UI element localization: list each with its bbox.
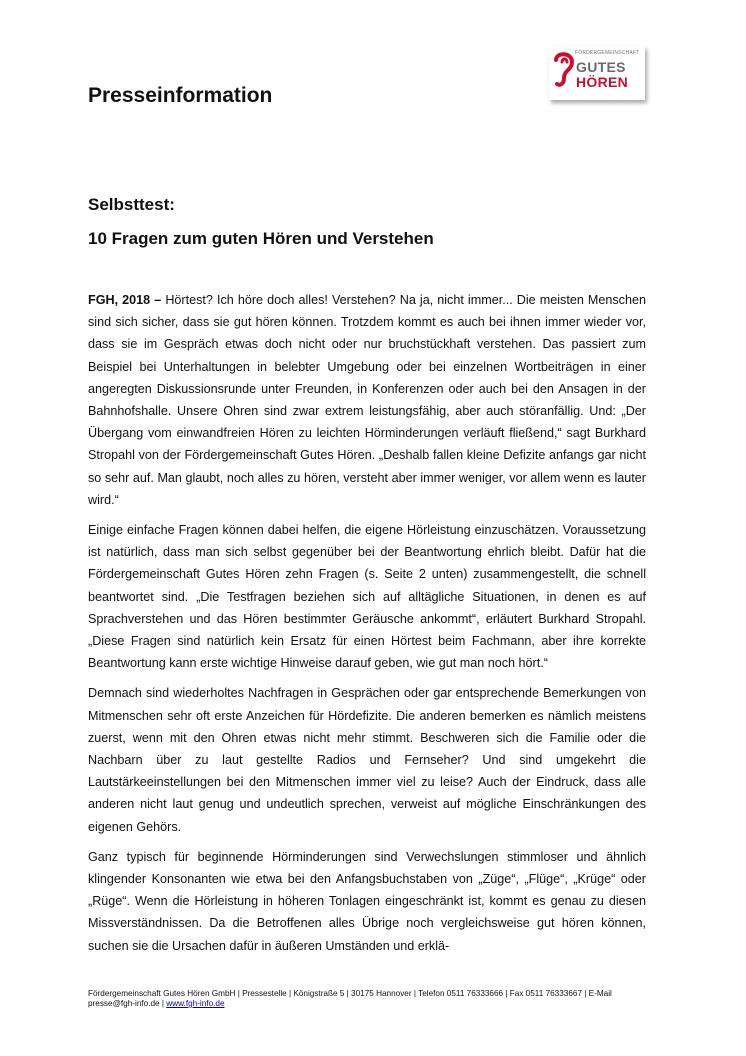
logo-small-text: FÖRDERGEMEINSCHAFT	[575, 50, 640, 56]
fgh-logo	[549, 46, 645, 100]
footer-contact: Fördergemeinschaft Gutes Hören GmbH | Pressestelle | Königstraße 5 | 30175 Hannover | Telefon 0511 76333666 | Fax 0511 76333667 | E-Mail presse@fgh-info.de |	[88, 989, 612, 1008]
headline	[88, 188, 434, 256]
headline-line1: Selbsttest:	[88, 195, 175, 214]
headline-line2: 10 Fragen zum guten Hören und Verstehen	[88, 229, 434, 248]
paragraph-1	[88, 289, 646, 511]
paragraph-3: Demnach sind wiederholtes Nachfragen in Gesprächen oder gar entsprechende Bemerkungen von Mitmenschen sehr oft erste Anzeichen für Hördefizite. Die anderen bemerken es nämlich meistens zuerst, wenn mit den Ohren etwas nicht mehr stimmt. Beschweren sich die Familie oder die Nachbarn über zu laut gestellte Radios und Fernseher? Und sind umgekehrt die Lautstärkeeinstellungen bei den Mitmenschen immer viel zu leise? Auch der Eindruck, dass alle anderen nicht laut genug und undeutlich sprechen, verweist auf mögliche Einschränkungen des eigenen Gehörs.	[88, 686, 646, 834]
ear-icon	[552, 50, 576, 96]
dateline: FGH, 2018 –	[88, 293, 162, 307]
paragraph-2: Einige einfache Fragen können dabei helfen, die eigene Hörleistung einzuschätzen. Voraussetzung ist natürlich, dass man sich selbst gegenüber bei der Beantwortung ehrlich bleibt. Dafür hat die Fördergemeinschaft Gutes Hören zehn Fragen (s. Seite 2 unten) zusammengestellt, die schnell beantwortet sind. „Die Testfragen beziehen sich auf alltägliche Situationen, in denen es auf Sprachverstehen und das Hören bestimmter Geräusche ankommt“, erläutert Burkhard Stropahl. „Diese Fragen sind natürlich kein Ersatz für einen Hörtest beim Fachmann, aber ihre korrekte Beantwortung kann erste wichtige Hinweise darauf geben, wie gut man noch hört.“	[88, 523, 646, 671]
page-title: Presseinformation	[88, 84, 273, 107]
footer	[88, 989, 648, 1009]
logo-text-hoeren: HÖREN	[576, 74, 629, 90]
logo-text-gutes: GUTES	[576, 59, 626, 75]
article-body	[88, 289, 646, 965]
website-link[interactable]: www.fgh-info.de	[166, 999, 225, 1008]
paragraph-1-text: Hörtest? Ich höre doch alles! Verstehen? Na ja, nicht immer... Die meisten Menschen sind sich sicher, dass sie gut hören können. Trotzdem kommt es auch bei ihnen immer wieder vor, dass sie im Gespräch etwas doch nicht oder nur bruchstückhaft verstehen. Das passiert zum Beispiel bei Unterhaltungen in belebter Umgebung oder bei einzelnen Wortbeiträgen in einer angeregten Diskussionsrunde unter Freunden, in Konferenzen oder auch bei den Ansagen in der Bahnhofshalle. Unsere Ohren sind zwar extrem leistungsfähig, aber auch störanfällig. Und: „Der Übergang vom einwandfreien Hören zu leichten Hörminderungen verläuft fließend,“ sagt Burkhard Stropahl von der Fördergemeinschaft Gutes Hören. „Deshalb fallen kleine Defizite anfangs gar nicht so sehr auf. Man glaubt, noch alles zu hören, versteht aber immer weniger, vor allem wenn es lauter wird.“	[88, 293, 646, 507]
paragraph-4: Ganz typisch für beginnende Hörminderungen sind Verwechslungen stimmloser und ähnlich klingender Konsonanten wie etwa bei den Anfangsbuchstaben von „Züge“, „Flüge“, „Krüge“ oder „Rüge“. Wenn die Hörleistung in höheren Tonlagen eingeschränkt ist, kommt es genau zu diesen Missverständnissen. Da die Betroffenen alles Übrige noch vergleichsweise gut hören können, suchen sie die Ursachen dafür in äußeren Umständen und erklä-	[88, 849, 646, 953]
